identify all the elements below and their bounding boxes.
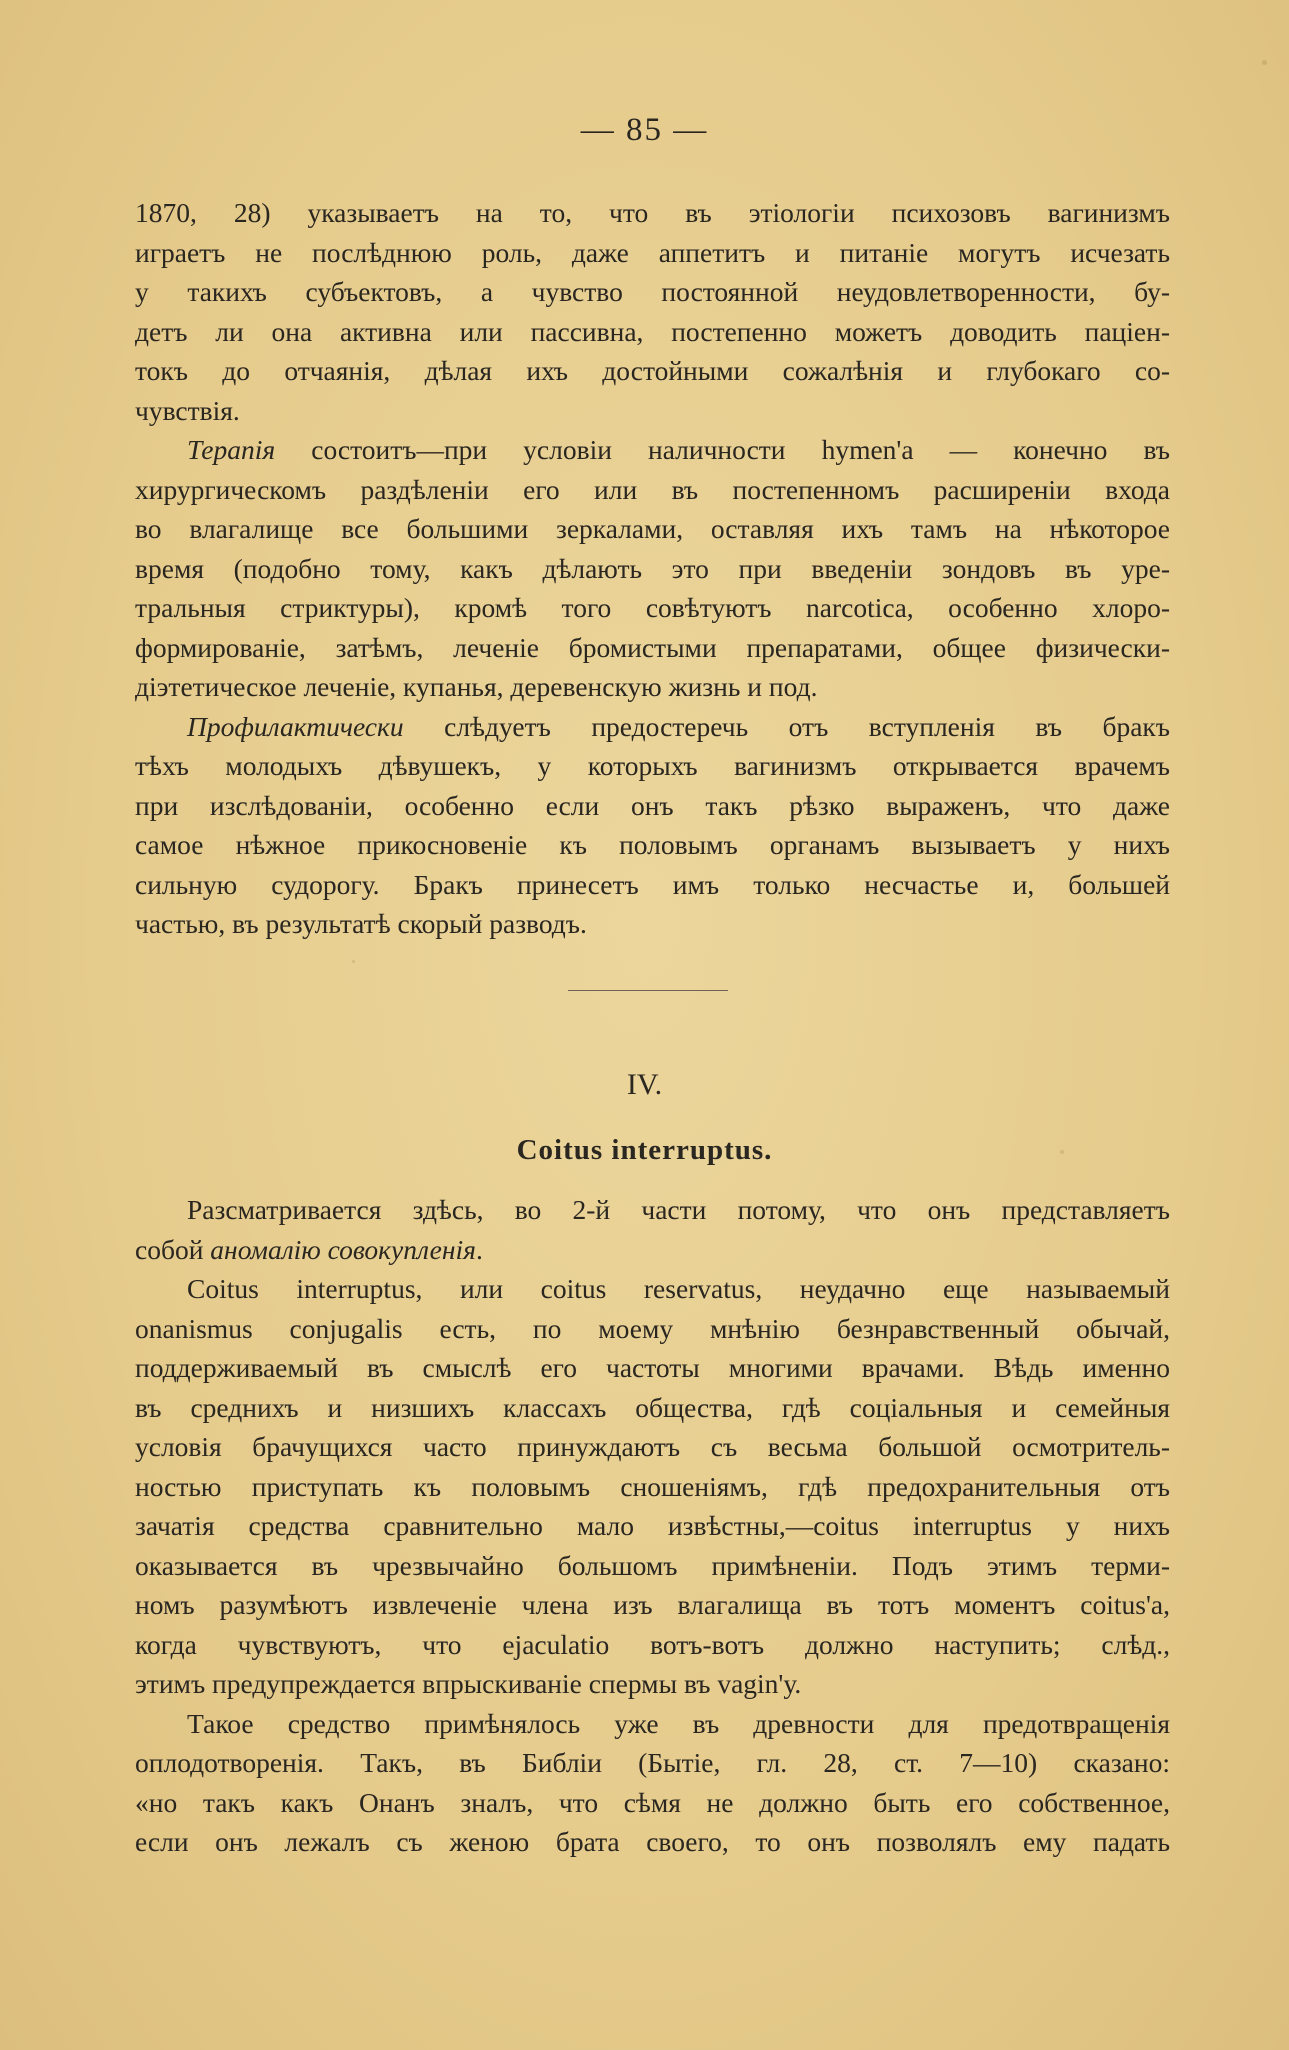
text-line: Такое средство примѣнялось уже въ древности для предотвращенія xyxy=(187,1707,1170,1739)
italic-term: Профилактически xyxy=(187,710,404,742)
text-line: играетъ не послѣднюю роль, даже аппетитъ и питаніе могутъ исчезать xyxy=(135,236,1170,268)
text-line: въ среднихъ и низшихъ классахъ общества, гдѣ соціальныя и семейныя xyxy=(135,1391,1170,1423)
text-line: 1870, 28) указываетъ на то, что въ этіологіи психозовъ вагинизмъ xyxy=(135,197,1170,228)
text-line: Coitus interruptus, или coitus reservatus, неудачно еще называемый xyxy=(187,1273,1170,1304)
text-run: . xyxy=(475,1233,483,1265)
text-block-top xyxy=(135,193,1170,944)
text-line: формированіе, затѣмъ, леченіе бромистыми препаратами, общее физически- xyxy=(135,631,1170,663)
text-line: при изслѣдованіи, особенно если онъ такъ рѣзко выраженъ, что даже xyxy=(135,789,1170,821)
text-run: слѣдуетъ предостеречь отъ вступленія въ бракъ xyxy=(403,710,1170,742)
text-line: если онъ лежалъ съ женою брата своего, то онъ позволялъ ему падать xyxy=(135,1826,1170,1857)
text-line: самое нѣжное прикосновеніе къ половымъ органамъ вызываетъ у нихъ xyxy=(135,829,1170,860)
text-line: во влагалище все большими зеркалами, оставляя ихъ тамъ на нѣкоторое xyxy=(135,513,1170,544)
text-line: время (подобно тому, какъ дѣлають это при введеніи зондовъ въ уре- xyxy=(135,552,1170,584)
text-line: оплодотворенія. Такъ, въ Библіи (Бытіе, гл. 28, ст. 7—10) сказано: xyxy=(135,1747,1170,1778)
text-line: onanismus conjugalis есть, по моему мнѣнію безнравственный обычай, xyxy=(135,1312,1170,1344)
text-line: чувствія. xyxy=(135,394,240,426)
text-line: оказывается въ чрезвычайно большомъ примѣненіи. Подъ этимъ терми- xyxy=(135,1549,1170,1581)
paper-speck xyxy=(352,960,355,963)
italic-term: Терапія xyxy=(187,434,276,465)
text-block-bottom xyxy=(135,1190,1170,1862)
text-line xyxy=(135,430,1170,470)
section-title: Coitus interruptus. xyxy=(516,1134,773,1166)
paper-speck xyxy=(1262,60,1267,65)
text-run: собой xyxy=(135,1233,211,1265)
text-run: состоитъ—при условіи наличности hymen'а — конечно въ xyxy=(275,434,1170,465)
text-line: тральныя стриктуры), кромѣ того совѣтуютъ narcotica, особенно хлоро- xyxy=(135,592,1170,623)
page-number: — 85 — xyxy=(580,112,709,148)
text-line: этимъ предупреждается впрыскиваніе спермы въ vagin'у. xyxy=(135,1668,802,1699)
text-line: детъ ли она активна или пассивна, постепенно можетъ доводить паціен- xyxy=(135,315,1170,347)
italic-term: аномалію совокупленія xyxy=(210,1233,476,1265)
text-line: номъ разумѣютъ извлеченіе члена изъ влагалища въ тотъ моментъ coitus'а, xyxy=(135,1589,1170,1620)
text-line: діэтетическое леченіе, купанья, деревенскую жизнь и под. xyxy=(135,671,818,702)
text-line: частью, въ результатѣ скорый разводъ. xyxy=(135,908,587,939)
text-line: Разсматривается здѣсь, во 2-й части потому, что онъ представляетъ xyxy=(187,1194,1170,1225)
text-line: «но такъ какъ Онанъ зналъ, что сѣмя не должно быть его собственное, xyxy=(135,1786,1170,1818)
text-line: когда чувствуютъ, что ejaculatio вотъ-вотъ должно наступить; слѣд., xyxy=(135,1628,1170,1660)
text-line: тѣхъ молодыхъ дѣвушекъ, у которыхъ вагинизмъ открывается врачемъ xyxy=(135,750,1170,781)
section-divider xyxy=(568,990,728,991)
text-line: поддерживаемый въ смыслѣ его частоты многими врачами. Вѣдь именно xyxy=(135,1352,1170,1383)
text-line: условія брачущихся часто принуждаютъ съ весьма большой осмотритель- xyxy=(135,1431,1170,1462)
text-line xyxy=(135,707,1170,747)
text-line: у такихъ субъектовъ, а чувство постоянной неудовлетворенности, бу- xyxy=(135,276,1170,307)
text-line: сильную судорогу. Бракъ принесетъ имъ только несчастье и, большей xyxy=(135,868,1170,900)
text-line: хирургическомъ раздѣленіи его или въ постепенномъ расширеніи входа xyxy=(135,473,1170,505)
section-number: IV. xyxy=(626,1068,663,1101)
text-line: ностью приступать къ половымъ сношеніямъ, гдѣ предохранительныя отъ xyxy=(135,1470,1170,1502)
text-line xyxy=(135,1230,1170,1270)
text-line: зачатія средства сравнительно мало извѣстны,—coitus interruptus у нихъ xyxy=(135,1510,1170,1541)
text-line: токъ до отчаянія, дѣлая ихъ достойными сожалѣнія и глубокаго со- xyxy=(135,355,1170,386)
